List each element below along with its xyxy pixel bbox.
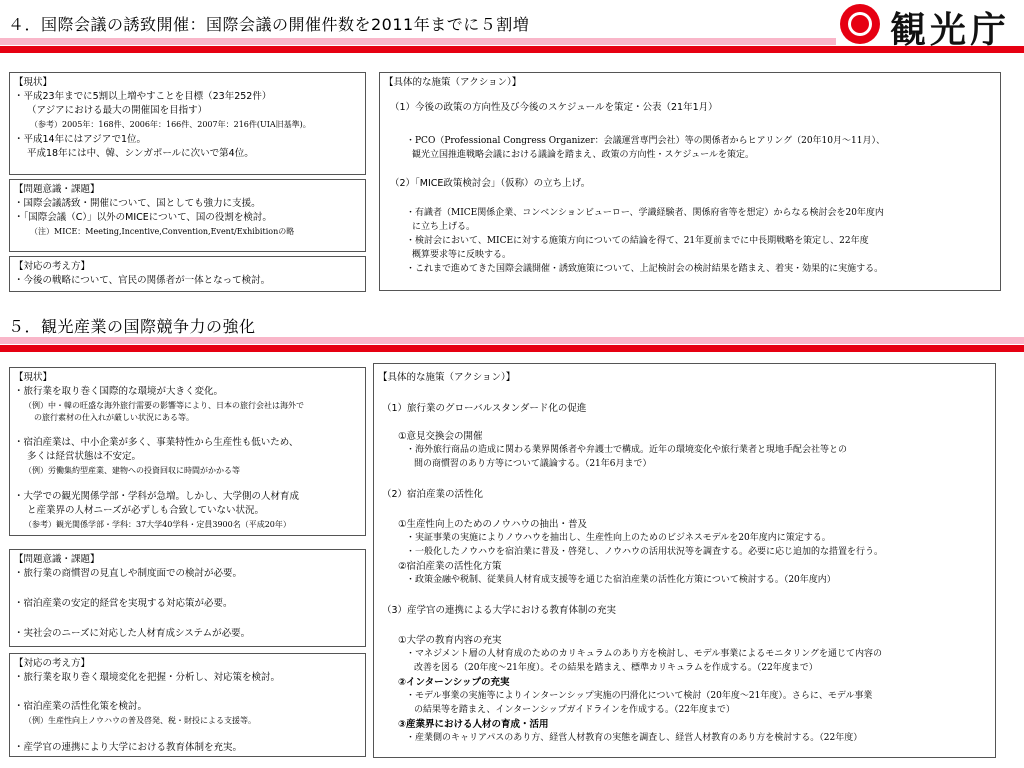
s4-mondai-box <box>9 179 366 252</box>
s4-genjo-line: 平成18年には中、韓、シンガポールに次いで第4位。 <box>27 148 254 159</box>
s4-mondai-line: ・国際会議誘致・開催について、国としても強力に支援。 <box>14 198 261 209</box>
s4-genjo-box <box>9 72 366 175</box>
s5-genjo-line: 【現状】 <box>14 372 53 383</box>
s4-taio-line: 【対応の考え方】 <box>14 261 91 272</box>
s5-sesaku-line: 間の商慣習のあり方等について議論する。（21年6月まで） <box>414 459 652 469</box>
s5-sesaku-line: ・政策金融や税制、従業員人材育成支援等を通じた宿泊産業の活性化方策について検討する。（20年度内） <box>406 575 836 585</box>
s5-sesaku-line: ・産業側のキャリアパスのあり方、経営人材教育の実態を調査し、経営人材教育のあり方を検討する。（22年度） <box>406 733 863 743</box>
s5-sesaku-box <box>373 363 996 758</box>
s5-sesaku-line: ③産業界における人材の育成・活用 <box>398 719 549 730</box>
s5-sesaku-line: ・モデル事業の実施等によりインターンシップ実施の円滑化について検討（20年度～21年度）。さらに、モデル事業 <box>406 691 873 701</box>
s4-sesaku-box <box>379 72 1001 291</box>
s5-genjo-line: 多くは経営状態は不安定。 <box>27 451 142 462</box>
s5-sesaku-line: ②宿泊産業の活性化方策 <box>398 561 502 572</box>
s5-sesaku-line: ①生産性向上のためのノウハウの抽出・普及 <box>398 519 588 530</box>
s4-genjo-line: ・平成23年までに5割以上増やすことを目標（23年252件） <box>14 91 272 102</box>
s5-mondai-line: 【問題意識・課題】 <box>14 554 100 565</box>
s5-genjo-note: （参考）観光関係学部・学科：37大学40学科・定員3900名（平成20年） <box>24 520 291 529</box>
s4-sesaku-line: ・検討会において、MICEに対する施策方向についての結論を得て、21年夏前までに中長期戦略を策定し、22年度 <box>406 236 869 246</box>
s5-genjo-line: と産業界の人材ニーズが必ずしも合致していない状況。 <box>27 505 265 516</box>
s5-sesaku-line: （3）産学官の連携による大学における教育体制の充実 <box>382 605 617 616</box>
logo <box>838 2 1024 51</box>
s4-genjo-line: ・平成14年にはアジアで1位。 <box>14 134 147 145</box>
s5-sesaku-line: （2）宿泊産業の活性化 <box>382 489 484 500</box>
logo-mark-icon <box>838 2 886 46</box>
s5-taio-line: 【対応の考え方】 <box>14 658 91 669</box>
s5-genjo-note: （例）中・韓の旺盛な海外旅行需要の影響等により、日本の旅行会社は海外で <box>24 401 304 410</box>
s5-genjo-box <box>9 367 366 536</box>
s4-sesaku-line: に立ち上げる。 <box>412 222 476 232</box>
s5-taio-line: ・産学官の連携により大学における教育体制を充実。 <box>14 742 243 753</box>
s5-taio-line: ・旅行業を取り巻く環境変化を把握・分析し、対応策を検討。 <box>14 672 281 683</box>
s4-sesaku-line: 概算要求等に反映する。 <box>412 250 512 260</box>
logo-text: 観光庁 <box>890 10 1011 51</box>
section5-pink-bar <box>0 337 1024 344</box>
s5-genjo-line: ・大学での観光関係学部・学科が急増。しかし、大学側の人材育成 <box>14 491 300 502</box>
s4-sesaku-line: ・これまで進めてきた国際会議開催・誘致施策について、上記検討会の検討結果を踏まえ、着実・効果的に実施する。 <box>406 264 884 274</box>
s4-sesaku-line: （2）「MICE政策検討会」（仮称）の立ち上げ。 <box>390 178 591 189</box>
s5-sesaku-line: ①大学の教育内容の充実 <box>398 635 502 646</box>
section5-title: ５．観光産業の国際競争力の強化 <box>8 317 256 336</box>
section4-red-bar <box>0 46 1024 53</box>
s4-genjo-note: （参考）2005年：168件、2006年：166件、2007年：216件(UIA旧基準)。 <box>30 120 311 129</box>
s5-mondai-line: ・宿泊産業の安定的経営を実現する対応策が必要。 <box>14 598 233 609</box>
s5-taio-line: ・宿泊産業の活性化策を検討。 <box>14 701 148 712</box>
section4-title: ４．国際会議の誘致開催：国際会議の開催件数を2011年までに５割増 <box>8 15 530 34</box>
s5-genjo-note: の旅行素材の仕入れが厳しい状況にある等。 <box>34 413 194 422</box>
s5-genjo-line: ・旅行業を取り巻く国際的な環境が大きく変化。 <box>14 386 224 397</box>
s5-sesaku-line: 【具体的な施策（アクション）】 <box>378 372 516 383</box>
s5-sesaku-line: ・マネジメント層の人材育成のためのカリキュラムのあり方を検討し、モデル事業によるモニタリングを通じて内容の <box>406 649 883 659</box>
s5-sesaku-line: ②インターンシップの充実 <box>398 677 510 688</box>
s4-sesaku-line: 観光立国推進戦略会議における議論を踏まえ、政策の方向性・スケジュールを策定。 <box>412 150 755 160</box>
s5-sesaku-line: の結果等を踏まえ、インターンシップガイドラインを作成する。（22年度まで） <box>414 705 735 715</box>
s4-genjo-line: 【現状】 <box>14 77 53 88</box>
s5-taio-box <box>9 653 366 757</box>
s4-mondai-note: （注）MICE：Meeting,Incentive,Convention,Event/Exhibitionの略 <box>30 227 295 236</box>
s4-sesaku-line: ・PCO（Professional Congress Organizer：会議運営専門会社）等の関係者からヒアリング（20年10月～11月）、 <box>406 136 885 146</box>
s5-taio-note: （例）生産性向上ノウハウの普及啓発、税・財投による支援等。 <box>24 716 256 725</box>
s5-sesaku-line: （1）旅行業のグローバルスタンダード化の促進 <box>382 403 587 414</box>
s5-sesaku-line: ・海外旅行商品の造成に関わる業界関係者や弁護士で構成。近年の環境変化や旅行業者と現地手配会社等との <box>406 445 848 455</box>
section4-pink-bar <box>0 38 836 45</box>
s5-sesaku-line: ①意見交換会の開催 <box>398 431 483 442</box>
s4-taio-box <box>9 256 366 292</box>
s4-mondai-line: ・「国際会議（C）」以外のMICEについて、国の役割を検討。 <box>14 212 272 223</box>
s4-genjo-line: （アジアにおける最大の開催国を目指す） <box>27 105 208 116</box>
s4-mondai-line: 【問題意識・課題】 <box>14 184 100 195</box>
section5-red-bar <box>0 345 1024 352</box>
s5-sesaku-line: 改善を図る（20年度～21年度）。その結果を踏まえ、標準カリキュラムを作成する。（22年度まで） <box>414 663 818 673</box>
s4-sesaku-line: 【具体的な施策（アクション）】 <box>384 77 522 88</box>
s5-mondai-line: ・実社会のニーズに対応した人材育成システムが必要。 <box>14 628 251 639</box>
s4-sesaku-line: ・有識者（MICE関係企業、コンベンションビューロー、学識経験者、関係府省等を想定）からなる検討会を20年度内 <box>406 208 884 218</box>
s5-sesaku-line: ・一般化したノウハウを宿泊業に普及・啓発し、ノウハウの活用状況等を調査する。必要に応じ追加的な措置を行う。 <box>406 547 884 557</box>
s5-genjo-line: ・宿泊産業は、中小企業が多く、事業特性から生産性も低いため、 <box>14 437 299 448</box>
s5-mondai-box <box>9 549 366 647</box>
s4-sesaku-line: （1）今後の政策の方向性及び今後のスケジュールを策定・公表（21年1月） <box>390 102 718 113</box>
s5-genjo-note: （例）労働集約型産業、建物への投資回収に時間がかかる等 <box>24 466 240 475</box>
s5-sesaku-line: ・実証事業の実施によりノウハウを抽出し、生産性向上のためのビジネスモデルを20年度内に策定する。 <box>406 533 831 543</box>
s4-taio-line: ・今後の戦略について、官民の関係者が一体となって検討。 <box>14 275 271 286</box>
s5-mondai-line: ・旅行業の商慣習の見直しや制度面での検討が必要。 <box>14 568 243 579</box>
